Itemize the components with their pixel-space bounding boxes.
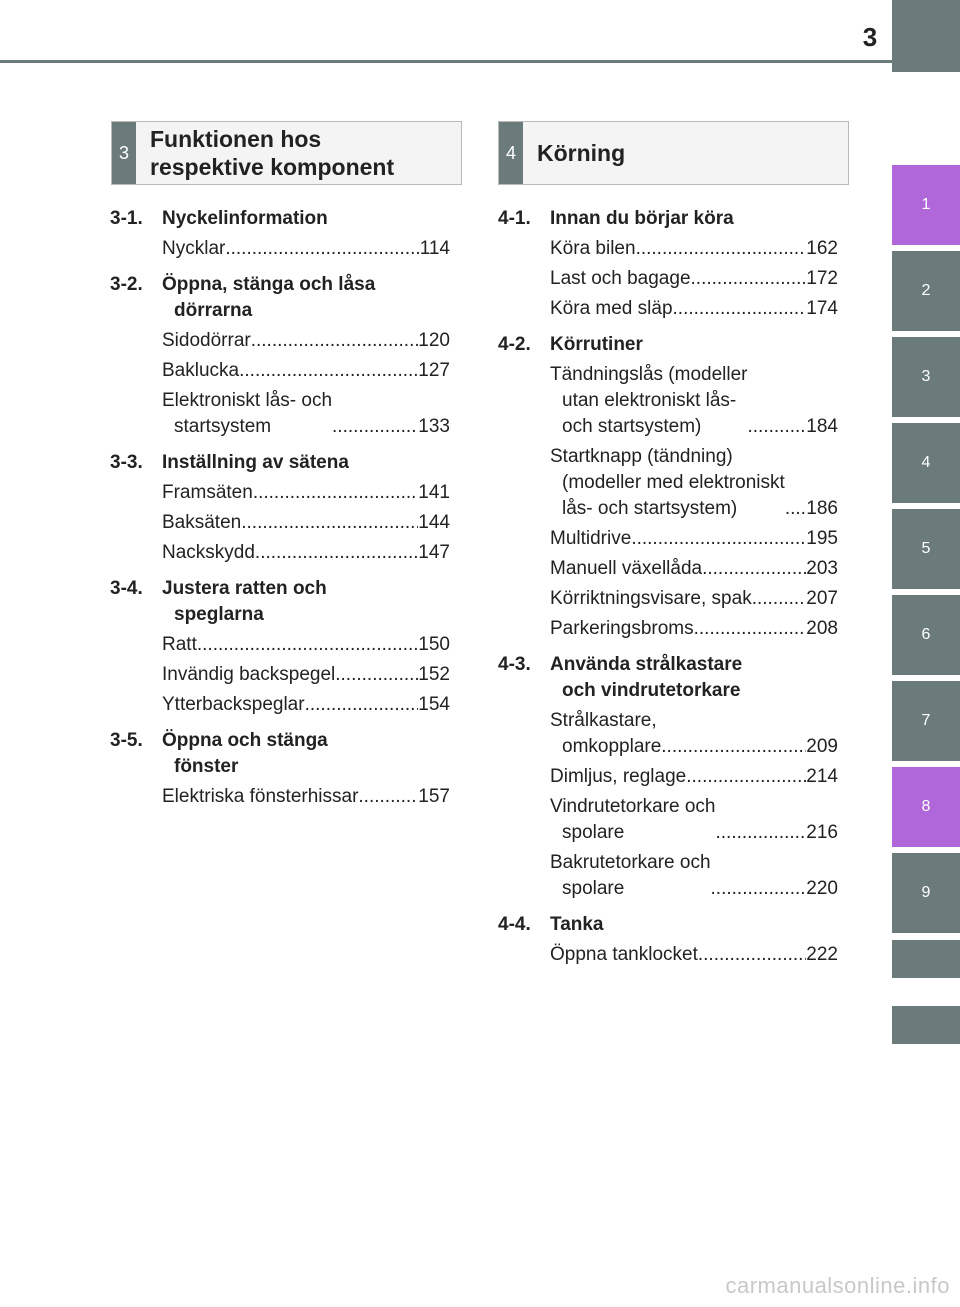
chapter-heading xyxy=(498,912,838,938)
chapter-title xyxy=(550,652,838,704)
dot-leader xyxy=(673,296,807,322)
toc-entry-title xyxy=(550,556,702,582)
toc-entry-line: spolare xyxy=(562,822,625,843)
toc-entry[interactable] xyxy=(162,358,450,384)
toc-entry-title xyxy=(162,632,197,658)
chapter-title-line: Öppna och stänga xyxy=(162,730,328,751)
chapter-number: 3-1. xyxy=(110,208,143,229)
dot-leader xyxy=(225,236,419,262)
chapter-number: 4-2. xyxy=(498,334,531,355)
dot-leader xyxy=(686,764,806,790)
chapter-title-line: Tanka xyxy=(550,914,604,935)
toc-entry-line: Last och bagage xyxy=(550,268,691,289)
dot-leader xyxy=(241,510,418,536)
top-rule xyxy=(0,60,960,63)
chapter-title-line: Använda strålkastare xyxy=(550,654,743,675)
toc-entry-line: Bakrutetorkare och xyxy=(550,852,711,873)
section-title: Körning xyxy=(537,140,626,166)
toc-entry[interactable] xyxy=(162,510,450,536)
toc-entry-title xyxy=(162,480,253,506)
toc-entry-line: Körriktningsvisare, spak xyxy=(550,588,752,609)
toc-entry-line: Invändig backspegel xyxy=(162,664,336,685)
toc-entry-title xyxy=(162,236,225,262)
toc-entry-line: (modeller med elektroniskt xyxy=(562,472,785,493)
toc-page-number: 186 xyxy=(806,498,838,519)
toc-page-number: 184 xyxy=(806,416,838,437)
chapter-title-line: Körrutiner xyxy=(550,334,643,355)
toc-entry-title xyxy=(162,692,305,718)
toc-page-number: 209 xyxy=(806,736,838,757)
chapter-heading xyxy=(110,450,450,476)
toc-page-number: 127 xyxy=(418,360,450,381)
chapter-tab-6[interactable]: 6 xyxy=(892,595,960,675)
toc-entry[interactable] xyxy=(550,362,838,440)
toc-page-number: 203 xyxy=(806,558,838,579)
toc-page-number: 157 xyxy=(418,786,450,807)
chapter-tab-blank[interactable] xyxy=(892,940,960,978)
chapter-tab-4[interactable]: 4 xyxy=(892,423,960,503)
toc-entry-title xyxy=(550,296,673,322)
chapter-title-line: speglarna xyxy=(174,604,264,625)
chapter-title-line: Inställning av sätena xyxy=(162,452,349,473)
dot-leader xyxy=(715,820,806,846)
toc-entry-line: Baksäten xyxy=(162,512,242,533)
chapter-tab-8[interactable]: 8 xyxy=(892,767,960,847)
toc-entry-line: Vindrutetorkare och xyxy=(550,796,716,817)
toc-page-number: 133 xyxy=(418,416,450,437)
toc-page-number: 114 xyxy=(419,238,450,259)
toc-entry[interactable] xyxy=(550,794,838,846)
toc-entry-line: utan elektroniskt lås- xyxy=(562,390,737,411)
toc-page-number: 174 xyxy=(806,298,838,319)
dot-leader xyxy=(748,414,807,440)
chapter-number: 3-4. xyxy=(110,578,143,599)
dot-leader xyxy=(698,942,806,968)
toc-entry-title xyxy=(550,444,785,522)
toc-entry[interactable] xyxy=(162,236,450,262)
chapter-heading xyxy=(110,576,450,628)
toc-entry[interactable] xyxy=(550,850,838,902)
toc-entry-line: omkopplare xyxy=(562,736,662,757)
chapter-heading xyxy=(498,206,838,232)
toc-entry-title xyxy=(550,794,715,846)
toc-entry-title xyxy=(550,266,691,292)
toc-page-number: 207 xyxy=(806,588,838,609)
toc-entry[interactable] xyxy=(550,616,838,642)
toc-entry-line: Nackskydd xyxy=(162,542,255,563)
toc-entry-line: Manuell växellåda xyxy=(550,558,703,579)
toc-entry[interactable] xyxy=(162,388,450,440)
chapter-heading xyxy=(110,272,450,324)
toc-entry-line: Tändningslås (modeller xyxy=(550,364,748,385)
chapter-title-line: dörrarna xyxy=(174,300,253,321)
chapter-tab-2[interactable]: 2 xyxy=(892,251,960,331)
dot-leader xyxy=(636,236,807,262)
chapter-title xyxy=(162,576,450,628)
chapter-tab-3[interactable]: 3 xyxy=(892,337,960,417)
toc-entry[interactable] xyxy=(550,556,838,582)
toc-entry[interactable] xyxy=(550,444,838,522)
chapter-number: 4-3. xyxy=(498,654,531,675)
toc-entry-title xyxy=(162,388,332,440)
dot-leader xyxy=(785,496,806,522)
dot-leader xyxy=(702,556,806,582)
toc-entry[interactable] xyxy=(162,328,450,354)
toc-entry-title xyxy=(550,362,748,440)
toc-entry-line: Sidodörrar xyxy=(162,330,251,351)
chapter-title xyxy=(162,450,450,476)
toc-entry[interactable] xyxy=(550,296,838,322)
dot-leader xyxy=(335,662,418,688)
toc-page-number: 214 xyxy=(806,766,838,787)
toc-page-number: 152 xyxy=(418,664,450,685)
toc-page-number: 147 xyxy=(418,542,450,563)
toc-entry-line: Multidrive xyxy=(550,528,632,549)
toc-entry-title xyxy=(550,764,686,790)
chapter-title-line: och vindrutetorkare xyxy=(562,680,741,701)
toc-entry-line: Öppna tanklocket xyxy=(550,944,698,965)
chapter-title xyxy=(162,272,450,324)
dot-leader xyxy=(255,540,418,566)
chapter-heading xyxy=(498,652,838,704)
chapter-number: 4-4. xyxy=(498,914,531,935)
dot-leader xyxy=(358,784,418,810)
chapter-number: 3-2. xyxy=(110,274,143,295)
toc-entry[interactable] xyxy=(162,662,450,688)
chapter-title xyxy=(550,332,838,358)
section-number: 4 xyxy=(499,122,523,184)
chapter-tab-7[interactable]: 7 xyxy=(892,681,960,761)
toc-page-number: 120 xyxy=(418,330,450,351)
toc-page-number: 162 xyxy=(806,238,838,259)
toc-entry-line: lås- och startsystem) xyxy=(562,498,738,519)
dot-leader xyxy=(631,526,806,552)
toc-page-number: 172 xyxy=(806,268,838,289)
toc-entry-title xyxy=(550,616,694,642)
toc-entry-line: Elektriska fönsterhissar xyxy=(162,786,359,807)
chapter-title xyxy=(550,206,838,232)
chapter-tab-1[interactable]: 1 xyxy=(892,165,960,245)
toc-page-number: 154 xyxy=(418,694,450,715)
toc-page-number: 208 xyxy=(806,618,838,639)
section-number: 3 xyxy=(112,122,136,184)
toc-entry-title xyxy=(162,328,251,354)
dot-leader xyxy=(253,480,418,506)
toc-entry[interactable] xyxy=(550,526,838,552)
toc-entry-line: startsystem xyxy=(174,416,272,437)
dot-leader xyxy=(694,616,807,642)
toc-entry-line: Köra bilen xyxy=(550,238,636,259)
toc-entry[interactable] xyxy=(162,480,450,506)
toc-entry[interactable] xyxy=(162,692,450,718)
watermark: carmanualsonline.info xyxy=(725,1273,950,1298)
toc-entry-line: Startknapp (tändning) xyxy=(550,446,733,467)
toc-entry-title xyxy=(162,358,239,384)
dot-leader xyxy=(305,692,419,718)
section-title: Funktionen hos respektive komponent xyxy=(150,126,395,180)
toc-entry[interactable] xyxy=(550,236,838,262)
chapter-title xyxy=(162,206,450,232)
toc-entry-line: Parkeringsbroms xyxy=(550,618,694,639)
dot-leader xyxy=(711,876,807,902)
dot-leader xyxy=(197,632,418,658)
chapter-number: 3-5. xyxy=(110,730,143,751)
chapter-tab-5[interactable]: 5 xyxy=(892,509,960,589)
page-number: 3 xyxy=(862,22,878,52)
chapter-heading xyxy=(498,332,838,358)
toc-entry-line: Ratt xyxy=(162,634,197,655)
toc-entry-line: Dimljus, reglage xyxy=(550,766,687,787)
toc-entry[interactable] xyxy=(550,266,838,292)
toc-entry-title xyxy=(550,236,636,262)
toc-entry[interactable] xyxy=(162,632,450,658)
toc-entry-line: Framsäten xyxy=(162,482,253,503)
toc-entry-line: och startsystem) xyxy=(562,416,702,437)
chapter-title-line: Innan du börjar köra xyxy=(550,208,734,229)
chapter-tab-9[interactable]: 9 xyxy=(892,853,960,933)
chapter-heading xyxy=(110,728,450,780)
toc-entry[interactable] xyxy=(162,540,450,566)
dot-leader xyxy=(691,266,807,292)
toc-entry[interactable] xyxy=(550,708,838,760)
toc-entry-line: Köra med släp xyxy=(550,298,673,319)
toc-page-number: 222 xyxy=(806,944,838,965)
toc-entry-title xyxy=(162,784,358,810)
toc-entry-title xyxy=(550,526,631,552)
toc-page-number: 220 xyxy=(806,878,838,899)
toc-column-3 xyxy=(110,206,450,820)
dot-leader xyxy=(752,586,807,612)
toc-page-number: 141 xyxy=(418,482,450,503)
toc-entry-title xyxy=(550,708,661,760)
toc-entry-title xyxy=(550,586,752,612)
toc-entry-line: Baklucka xyxy=(162,360,240,381)
toc-page-number: 150 xyxy=(418,634,450,655)
chapter-heading xyxy=(110,206,450,232)
toc-entry[interactable] xyxy=(162,784,450,810)
toc-entry-line: Elektroniskt lås- och xyxy=(162,390,333,411)
toc-entry-line: Ytterbackspeglar xyxy=(162,694,305,715)
section-header-4 xyxy=(498,121,849,185)
toc-entry[interactable] xyxy=(550,942,838,968)
toc-page-number: 216 xyxy=(806,822,838,843)
chapter-title-line: fönster xyxy=(174,756,239,777)
chapter-title xyxy=(550,912,838,938)
chapter-title-line: Öppna, stänga och låsa xyxy=(162,274,376,295)
toc-entry-line: Strålkastare, xyxy=(550,710,657,731)
dot-leader xyxy=(661,734,806,760)
toc-entry-title xyxy=(162,510,241,536)
toc-entry[interactable] xyxy=(550,764,838,790)
chapter-number: 3-3. xyxy=(110,452,143,473)
toc-entry-line: spolare xyxy=(562,878,625,899)
toc-page-number: 195 xyxy=(806,528,838,549)
toc-entry-title xyxy=(162,662,335,688)
chapter-tab-blank[interactable] xyxy=(892,0,960,72)
toc-entry-line: Nycklar xyxy=(162,238,226,259)
toc-entry-title xyxy=(550,850,711,902)
chapter-title xyxy=(162,728,450,780)
chapter-title-line: Justera ratten och xyxy=(162,578,327,599)
toc-column-4 xyxy=(498,206,838,978)
section-header-3 xyxy=(111,121,462,185)
chapter-title-line: Nyckelinformation xyxy=(162,208,328,229)
toc-entry-title xyxy=(550,942,698,968)
toc-entry[interactable] xyxy=(550,586,838,612)
dot-leader xyxy=(239,358,418,384)
dot-leader xyxy=(332,414,418,440)
chapter-number: 4-1. xyxy=(498,208,531,229)
toc-entry-title xyxy=(162,540,255,566)
dot-leader xyxy=(251,328,419,354)
toc-page-number: 144 xyxy=(418,512,450,533)
chapter-tab-blank[interactable] xyxy=(892,1006,960,1044)
